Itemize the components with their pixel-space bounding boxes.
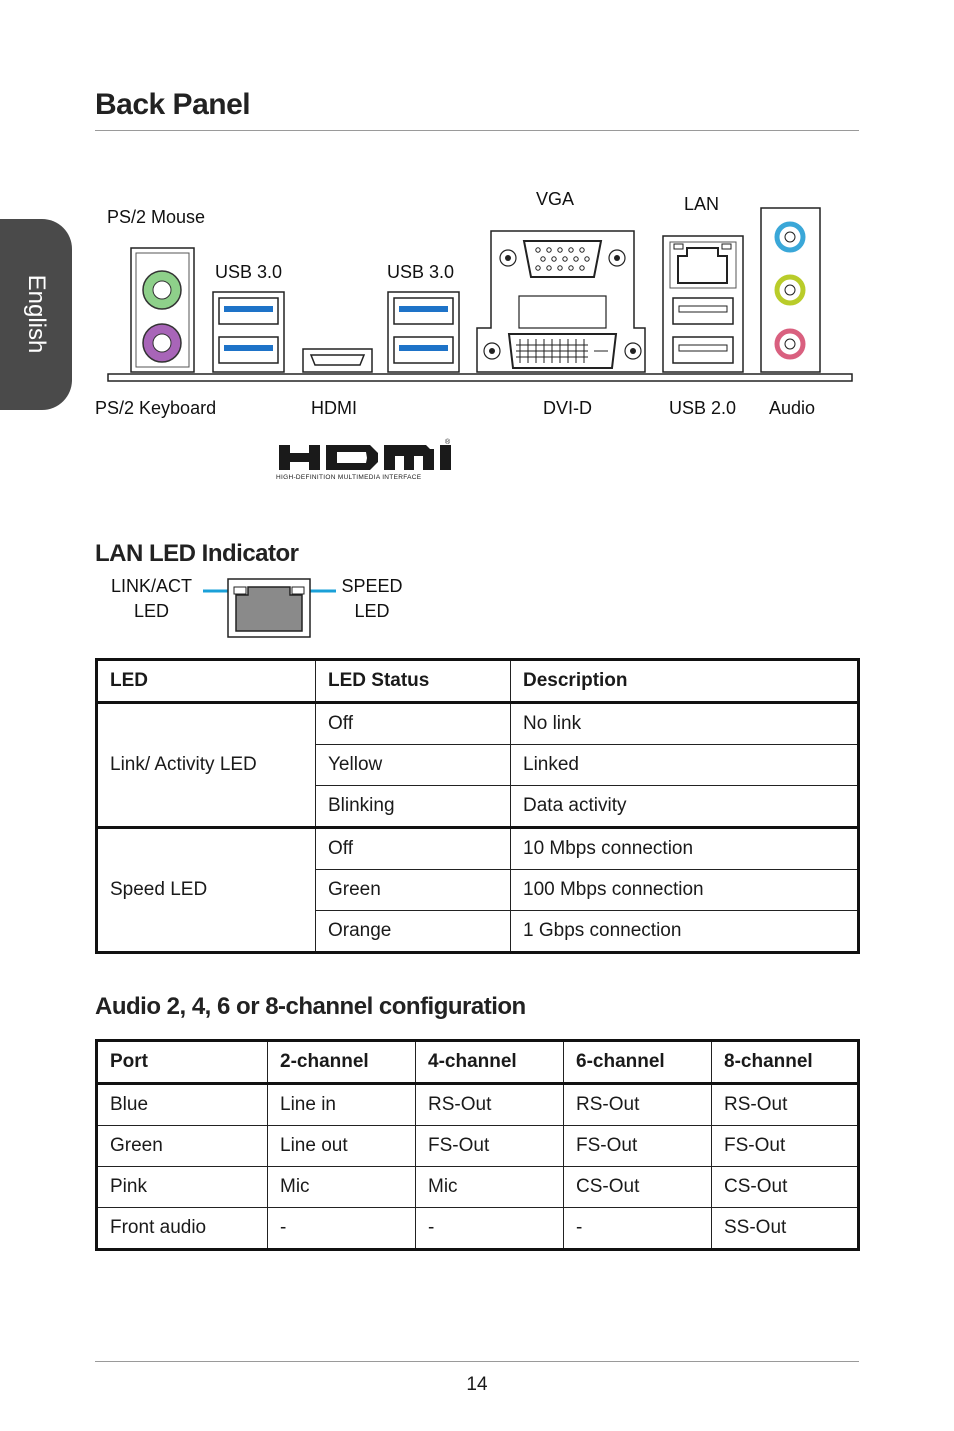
- led-description: 1 Gbps connection: [511, 911, 859, 953]
- page-number: 14: [466, 1374, 488, 1395]
- label-ps2-mouse: PS/2 Mouse: [107, 207, 206, 227]
- page-title: Back Panel: [95, 88, 251, 121]
- led-description: Linked: [511, 745, 859, 786]
- label-hdmi: HDMI: [311, 398, 357, 418]
- usb30-left-block: [213, 292, 284, 372]
- audio-config-table: [95, 1039, 860, 1251]
- table-row: [97, 828, 859, 870]
- speed-led-label: [332, 574, 412, 624]
- audio-table-header: [97, 1041, 859, 1084]
- audio-cell: FS-Out: [712, 1126, 859, 1167]
- audio-block: [761, 208, 820, 372]
- ps2-port-block: [131, 248, 194, 372]
- led-status: Off: [316, 828, 511, 870]
- led-description: 10 Mbps connection: [511, 828, 859, 870]
- audio-cell: Line in: [268, 1084, 416, 1126]
- speed-led-label-line2: LED: [354, 601, 390, 621]
- header-cell: 4-channel: [416, 1041, 564, 1084]
- audio-cell: RS-Out: [564, 1084, 712, 1126]
- audio-cell: Mic: [268, 1167, 416, 1208]
- io-plate: [108, 374, 852, 381]
- led-status: Blinking: [316, 786, 511, 828]
- audio-cell: -: [268, 1208, 416, 1250]
- audio-cell: Mic: [416, 1167, 564, 1208]
- audio-cell: FS-Out: [416, 1126, 564, 1167]
- led-description: Data activity: [511, 786, 859, 828]
- audio-cell: Pink: [97, 1167, 268, 1208]
- audio-cell: Front audio: [97, 1208, 268, 1250]
- led-description: No link: [511, 703, 859, 745]
- lan-led-table: [95, 658, 860, 954]
- table-row: [97, 1084, 859, 1126]
- led-status: Yellow: [316, 745, 511, 786]
- header-cell: LED: [97, 660, 316, 703]
- led-status: Green: [316, 870, 511, 911]
- led-status: Off: [316, 703, 511, 745]
- speed-led: [292, 587, 304, 594]
- header-cell: Description: [511, 660, 859, 703]
- linkact-led-label-line2: LED: [133, 601, 169, 621]
- header-cell: Port: [97, 1041, 268, 1084]
- audio-cell: RS-Out: [712, 1084, 859, 1126]
- label-vga: VGA: [536, 189, 575, 209]
- led-description: 100 Mbps connection: [511, 870, 859, 911]
- audio-cell: -: [416, 1208, 564, 1250]
- language-tab-label: English: [23, 274, 50, 354]
- audio-cell: CS-Out: [712, 1167, 859, 1208]
- linkact-led-label-line1: LINK/ACT: [110, 576, 193, 596]
- footer-rule: [95, 1361, 859, 1362]
- back-panel-diagram: [0, 0, 954, 500]
- audio-cell: CS-Out: [564, 1167, 712, 1208]
- header-cell: 2-channel: [268, 1041, 416, 1084]
- hdmi-logo: [279, 438, 451, 470]
- table-row: [97, 1208, 859, 1250]
- table-row: [97, 703, 859, 745]
- audio-cell: FS-Out: [564, 1126, 712, 1167]
- linkact-led-label: [100, 574, 203, 624]
- label-lan: LAN: [684, 194, 720, 214]
- label-usb30-right: USB 3.0: [387, 262, 455, 282]
- vga-dvi-block: [477, 231, 645, 372]
- table-row: [97, 1167, 859, 1208]
- label-usb20: USB 2.0: [669, 398, 737, 418]
- usb30-right-block: [388, 292, 459, 372]
- lan-led-table-header: [97, 660, 859, 703]
- audio-cell: Blue: [97, 1084, 268, 1126]
- table-row: [97, 1126, 859, 1167]
- linkact-led: [234, 587, 246, 594]
- header-cell: 8-channel: [712, 1041, 859, 1084]
- audio-cell: RS-Out: [416, 1084, 564, 1126]
- audio-cell: Green: [97, 1126, 268, 1167]
- audio-cell: SS-Out: [712, 1208, 859, 1250]
- audio-cell: Line out: [268, 1126, 416, 1167]
- hdmi-port: [303, 349, 372, 372]
- label-usb30-left: USB 3.0: [215, 262, 283, 282]
- hdmi-logo-subtitle: HIGH-DEFINITION MULTIMEDIA INTERFACE: [276, 474, 422, 481]
- led-status: Orange: [316, 911, 511, 953]
- audio-heading: Audio 2, 4, 6 or 8-channel configuration: [95, 993, 526, 1020]
- lan-usb20-block: [663, 236, 743, 372]
- label-audio: Audio: [769, 398, 816, 418]
- lan-led-heading: LAN LED Indicator: [95, 540, 299, 567]
- audio-cell: -: [564, 1208, 712, 1250]
- label-ps2-keyboard: PS/2 Keyboard: [95, 398, 217, 418]
- hdmi-logo-registered: ®: [445, 439, 451, 446]
- header-cell: LED Status: [316, 660, 511, 703]
- led-group-name: Speed LED: [97, 828, 316, 953]
- speed-led-label-line1: SPEED: [341, 576, 403, 596]
- lan-led-diagram: [200, 575, 340, 645]
- led-group-name: Link/ Activity LED: [97, 703, 316, 828]
- label-dvid: DVI-D: [543, 398, 592, 418]
- header-cell: 6-channel: [564, 1041, 712, 1084]
